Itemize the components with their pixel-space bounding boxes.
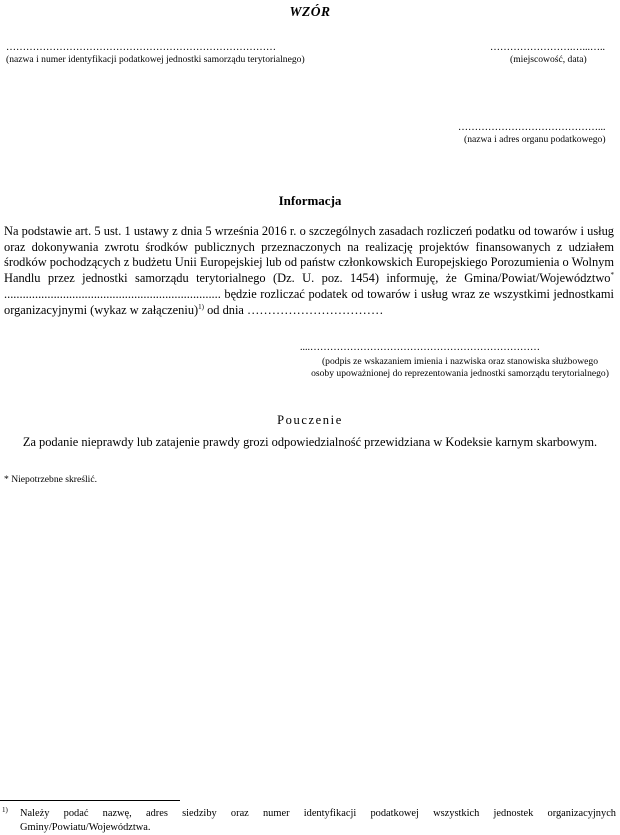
- taxpayer-name-caption: (nazwa i numer identyfikacji podatkowej jednostki samorządu terytorialnego): [6, 54, 305, 65]
- place-date-caption: (miejscowość, data): [510, 54, 587, 65]
- tax-office-dots: ……………………………………...: [458, 122, 606, 133]
- document-template-title: WZÓR: [289, 4, 331, 19]
- signature-dots: ....……………………………………………………………: [300, 342, 540, 353]
- document-heading: Informacja: [278, 193, 342, 208]
- taxpayer-name-dots: ………………………………………………………………………: [6, 42, 276, 53]
- signature-caption-line-2: osoby upoważnionej do reprezentowania jednostki samorządu terytorialnego): [311, 368, 609, 379]
- signature-caption: [300, 356, 620, 380]
- instruction-text: Za podanie nieprawdy lub zatajenie prawdy grozi odpowiedzialność przewidziana w Kodeksie karnym skarbowym.: [22, 435, 598, 449]
- paragraph-part-2: będzie rozliczać podatek od towarów i usług wraz ze wszystkimi jednostkami organizacyjnymi (wykaz w załączeniu): [4, 286, 614, 317]
- signature-caption-line-1: (podpis ze wskazaniem imienia i nazwiska oraz stanowiska służbowego: [321, 356, 598, 367]
- entity-fill-dots: ......................................................................: [4, 286, 221, 301]
- footnote-reference: 1): [198, 302, 204, 311]
- place-date-dots: …………………….…...…..: [490, 42, 605, 53]
- information-paragraph: [4, 224, 614, 318]
- tax-office-caption: (nazwa i adres organu podatkowego): [464, 134, 606, 145]
- footnote-text: Należy podać nazwę, adres siedziby oraz numer identyfikacji podatkowej wszystkich jednostek organizacyjnych Gminy/Powiatu/Województwa.: [20, 808, 616, 833]
- date-fill-dots: ……………………………: [247, 302, 384, 317]
- paragraph-part-3: od dnia: [204, 302, 248, 317]
- footnote-mark: 1): [2, 806, 8, 814]
- paragraph-part-1: Na podstawie art. 5 ust. 1 ustawy z dnia 5 września 2016 r. o szczególnych zasadach rozliczeń podatku od towarów i usług oraz dokonywania zwrotu środków publicznych przeznaczonych na realizację projektów finansowanych z udziałem środków pochodzących z budżetu Unii Europejskiej lub od państw członkowskich Europejskiego Porozumienia o Wolnym Handlu przez jednostki samorządu terytorialnego (Dz. U. poz. 1454) informuję, że Gmina/Powiat/Województwo: [4, 224, 614, 286]
- asterisk-mark: *: [610, 271, 614, 280]
- instruction-heading: Pouczenie: [277, 413, 343, 427]
- strike-note: * Niepotrzebne skreślić.: [4, 474, 97, 485]
- footnote-divider: [0, 800, 180, 801]
